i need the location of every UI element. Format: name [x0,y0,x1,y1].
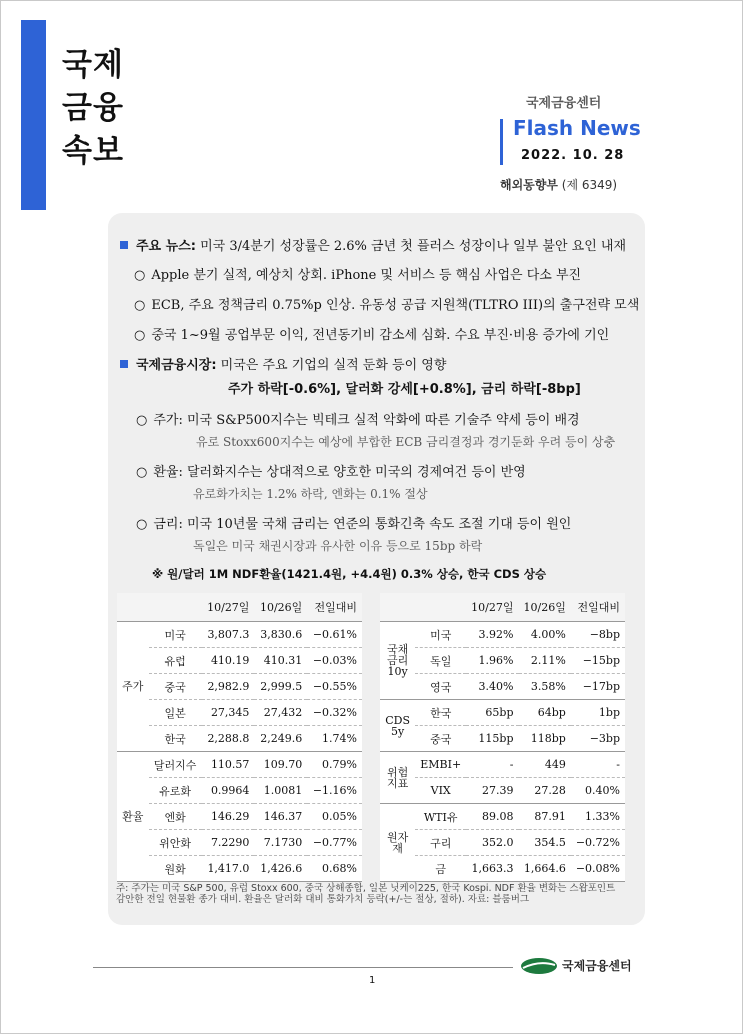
column-header: 10/26일 [519,593,571,622]
cell-value: −1.16% [307,778,362,804]
cell-value: −0.61% [307,622,362,648]
table-row [117,726,362,752]
market-item-text: 달러화지수는 상대적으로 양호한 미국의 경제여건 등이 반영 [182,465,526,480]
cell-value: 352.0 [466,830,518,856]
table-row [380,752,625,778]
cell-value: −0.32% [307,700,362,726]
list-item [136,461,526,480]
cell-value: - [571,752,625,778]
list-item [134,294,639,313]
cell-value: 27,432 [254,700,307,726]
cell-value: −0.08% [571,856,625,882]
table-row [117,674,362,700]
column-header: 10/27일 [466,593,518,622]
cell-value: 2,982.9 [202,674,255,700]
cell-value: 1,663.3 [466,856,518,882]
row-label: 중국 [415,726,466,752]
cell-value: 449 [519,752,571,778]
cell-value: 1,664.6 [519,856,571,882]
row-label: 원화 [149,856,202,882]
row-label: 유럽 [149,648,202,674]
title-line-1: 국제 [62,47,124,83]
cell-value: 410.19 [202,648,255,674]
column-header [415,593,466,622]
table-row [380,830,625,856]
circle-bullet-icon: ○ [136,413,148,428]
kcif-logo-icon [520,957,558,975]
row-label: 한국 [415,700,466,726]
section1-text: 미국 3/4분기 성장률은 2.6% 금년 첫 플러스 성장이나 일부 불안 요인 내재 [195,239,627,254]
row-label: 미국 [149,622,202,648]
table-row [117,752,362,778]
cell-value: 0.79% [307,752,362,778]
cell-value: 1.33% [571,804,625,830]
table-row [117,778,362,804]
group-label: CDS 5y [380,700,415,752]
table-row [117,804,362,830]
cell-value: 118bp [519,726,571,752]
market-summary: 주가 하락[-0.6%], 달러화 강세[+0.8%], 금리 하락[-8bp] [228,382,581,397]
cell-value: −0.72% [571,830,625,856]
cell-value: 64bp [519,700,571,726]
header-org: 국제금융센터 [526,96,602,111]
column-header: 10/27일 [202,593,255,622]
news-item-3: 중국 1~9월 공업부문 이익, 전년동기비 감소세 심화. 수요 부진·비용 증가에 기인 [151,328,610,343]
cell-value: 3.92% [466,622,518,648]
column-header [149,593,202,622]
group-label: 주가 [117,622,149,752]
cell-value: 146.37 [254,804,307,830]
row-label: 미국 [415,622,466,648]
row-label: 구리 [415,830,466,856]
cell-value: 87.91 [519,804,571,830]
cell-value: 27.39 [466,778,518,804]
column-header: 전일대비 [571,593,625,622]
table-row [117,700,362,726]
title-accent-bar [21,20,46,210]
market-item-label: 주가: [153,413,183,428]
cell-value: −3bp [571,726,625,752]
cell-value: 1,426.6 [254,856,307,882]
circle-bullet-icon: ○ [134,268,146,283]
table-row [380,674,625,700]
section2-heading: 국제금융시장: [136,358,217,373]
row-label: 한국 [149,726,202,752]
cell-value: 2,999.5 [254,674,307,700]
title-line-2: 금융 [62,90,124,126]
square-bullet-icon [120,241,128,249]
dept-name: 해외동향부 [500,178,558,192]
group-label: 환율 [117,752,149,882]
section1-heading-line [120,235,626,254]
row-label: 영국 [415,674,466,700]
table-row [117,856,362,882]
cell-value: 0.68% [307,856,362,882]
cell-value: 65bp [466,700,518,726]
footer-rule [93,967,513,968]
cell-value: 1bp [571,700,625,726]
cell-value: 109.70 [254,752,307,778]
page-title [62,44,124,173]
market-item-label: 금리: [153,517,183,532]
cell-value: 4.00% [519,622,571,648]
circle-bullet-icon: ○ [134,298,146,313]
table-row [380,622,625,648]
cell-value: 3,830.6 [254,622,307,648]
news-item-2: ECB, 주요 정책금리 0.75%p 인상. 유동성 공급 지원책(TLTRO III)의 출구전략 모색 [151,298,640,313]
header-dept [500,176,617,193]
table-row [380,648,625,674]
cell-value: 27.28 [519,778,571,804]
cell-value: 89.08 [466,804,518,830]
section2-text: 미국은 주요 기업의 실적 둔화 등이 영향 [216,358,447,373]
cell-value: 410.31 [254,648,307,674]
circle-bullet-icon: ○ [136,517,148,532]
row-label: VIX [415,778,466,804]
cell-value: 0.05% [307,804,362,830]
table-header-row [117,593,362,622]
cell-value: - [466,752,518,778]
table-row [380,804,625,830]
column-header [117,593,149,622]
cell-value: 1.0081 [254,778,307,804]
market-item-text: 미국 S&P500지수는 빅테크 실적 악화에 따른 기술주 약세 등이 배경 [182,413,580,428]
group-label: 원자재 [380,804,415,882]
market-item-sub: 유로 Stoxx600지수는 예상에 부합한 ECB 금리결정과 경기둔화 우려 등이 상충 [196,435,616,449]
cell-value: 1.96% [466,648,518,674]
market-item-sub: 유로화가치는 1.2% 하락, 엔화는 0.1% 절상 [193,487,428,501]
section1-heading: 주요 뉴스: [136,239,196,254]
list-item [134,264,581,283]
cell-value: 3,807.3 [202,622,255,648]
square-bullet-icon [120,360,128,368]
header-date: 2022. 10. 28 [521,148,625,163]
column-header: 10/26일 [254,593,307,622]
cell-value: 1.74% [307,726,362,752]
table-header-row [380,593,625,622]
table-row [380,856,625,882]
row-label: 엔화 [149,804,202,830]
ndf-note: ※ 원/달러 1M NDF환율(1421.4원, +4.4원) 0.3% 상승, 한국 CDS 상승 [152,567,547,581]
cell-value: 1,417.0 [202,856,255,882]
group-label: 위험 지표 [380,752,415,804]
footer-logo-text: 국제금융센터 [562,959,632,973]
market-item-label: 환율: [153,465,183,480]
header-product: Flash News [513,116,641,140]
row-label: 독일 [415,648,466,674]
row-label: 금 [415,856,466,882]
market-item-text: 미국 10년물 국채 금리는 연준의 통화긴축 속도 조절 기대 등이 원인 [182,517,572,532]
cell-value: −17bp [571,674,625,700]
cell-value: −8bp [571,622,625,648]
cell-value: −0.77% [307,830,362,856]
row-label: WTI유 [415,804,466,830]
cell-value: 7.2290 [202,830,255,856]
table-row [380,726,625,752]
table-row [117,830,362,856]
row-label: 달러지수 [149,752,202,778]
group-label: 국채 금리 10y [380,622,415,700]
table-row [117,622,362,648]
cell-value: 115bp [466,726,518,752]
list-item [136,409,580,428]
list-item [134,324,609,343]
table-row [117,648,362,674]
cell-value: 0.40% [571,778,625,804]
circle-bullet-icon: ○ [134,328,146,343]
cell-value: 7.1730 [254,830,307,856]
footnote: 주: 주가는 미국 S&P 500, 유럽 Stoxx 600, 중국 상해종합, 일본 닛케이225, 한국 Kospi. NDF 환율 변화는 스왑포인트 감안한 전일 현물환 종가 대비. 환율은 달러화 대비 통화가치 등락(+/-는 절상, 절하). 자료: 블룸버그 [116,883,616,905]
cell-value: 354.5 [519,830,571,856]
market-table-right [380,593,625,882]
row-label: EMBI+ [415,752,466,778]
header-divider [500,119,503,165]
cell-value: 146.29 [202,804,255,830]
market-item-sub: 독일은 미국 채권시장과 유사한 이유 등으로 15bp 하락 [193,539,483,553]
row-label: 일본 [149,700,202,726]
page-number: 1 [369,975,376,986]
cell-value: 3.58% [519,674,571,700]
row-label: 중국 [149,674,202,700]
market-table-left [117,593,362,882]
cell-value: 2,249.6 [254,726,307,752]
cell-value: 2,288.8 [202,726,255,752]
circle-bullet-icon: ○ [136,465,148,480]
column-header: 전일대비 [307,593,362,622]
table-row [380,778,625,804]
row-label: 위안화 [149,830,202,856]
cell-value: 2.11% [519,648,571,674]
cell-value: −0.03% [307,648,362,674]
cell-value: 3.40% [466,674,518,700]
cell-value: 110.57 [202,752,255,778]
news-item-1: Apple 분기 실적, 예상치 상회. iPhone 및 서비스 등 핵심 사업은 다소 부진 [151,268,582,283]
table-row [380,700,625,726]
cell-value: 0.9964 [202,778,255,804]
title-line-3: 속보 [62,133,124,169]
dept-ext: (제 6349) [561,178,618,192]
section2-heading-line [120,354,446,373]
cell-value: −0.55% [307,674,362,700]
row-label: 유로화 [149,778,202,804]
cell-value: 27,345 [202,700,255,726]
column-header [380,593,415,622]
list-item [136,513,571,532]
cell-value: −15bp [571,648,625,674]
